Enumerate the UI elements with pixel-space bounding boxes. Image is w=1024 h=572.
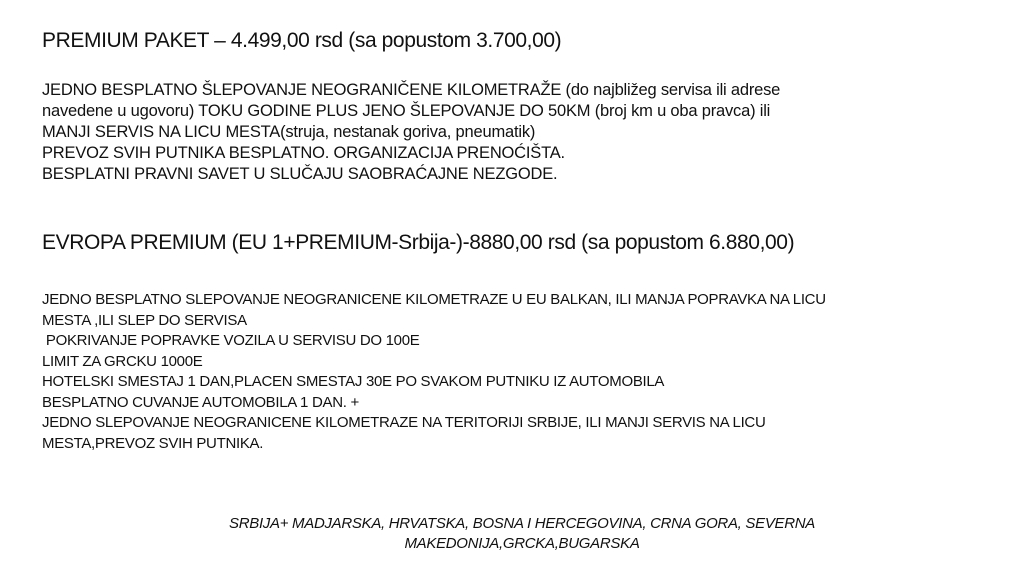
premium-line: BESPLATNI PRAVNI SAVET U SLUČAJU SAOBRAĆAJNE NEZGODE. (42, 165, 558, 183)
evropa-line: BESPLATNO CUVANJE AUTOMOBILA 1 DAN. + (42, 393, 359, 411)
premium-package-description (42, 80, 1002, 185)
evropa-line: MESTA ,ILI SLEP DO SERVISA (42, 311, 247, 329)
evropa-line: HOTELSKI SMESTAJ 1 DAN,PLACEN SMESTAJ 30E PO SVAKOM PUTNIKU IZ AUTOMOBILA (42, 373, 665, 390)
premium-line: MANJI SERVIS NA LICU MESTA(struja, nestanak goriva, pneumatik) (42, 123, 536, 141)
coverage-countries-note (42, 514, 1002, 554)
evropa-line: POKRIVANJE POPRAVKE VOZILA U SERVISU DO 100E (42, 332, 420, 349)
premium-package-heading: PREMIUM PAKET – 4.499,00 rsd (sa popustom 3.700,00) (42, 29, 562, 52)
evropa-line: JEDNO SLEPOVANJE NEOGRANICENE KILOMETRAZE NA TERITORIJI SRBIJE, ILI MANJI SERVIS NA LICU (42, 414, 766, 431)
evropa-line: LIMIT ZA GRCKU 1000E (42, 352, 203, 370)
countries-line: SRBIJA+ MADJARSKA, HRVATSKA, BOSNA I HERCEGOVINA, CRNA GORA, SEVERNA (229, 515, 815, 532)
evropa-premium-heading: EVROPA PREMIUM (EU 1+PREMIUM-Srbija-)-8880,00 rsd (sa popustom 6.880,00) (42, 231, 795, 254)
evropa-premium-description (42, 290, 1017, 454)
evropa-line: MESTA,PREVOZ SVIH PUTNIKA. (42, 434, 264, 452)
premium-line: PREVOZ SVIH PUTNIKA BESPLATNO. ORGANIZACIJA PRENOĆIŠTA. (42, 144, 565, 162)
premium-line: navedene u ugovoru) TOKU GODINE PLUS JENO ŠLEPOVANJE DO 50KM (broj km u oba pravca) ili (42, 102, 771, 120)
evropa-line: JEDNO BESPLATNO SLEPOVANJE NEOGRANICENE KILOMETRAZE U EU BALKAN, ILI MANJA POPRAVKA NA LICU (42, 291, 826, 308)
premium-line: JEDNO BESPLATNO ŠLEPOVANJE NEOGRANIČENE KILOMETRAŽE (do najbližeg servisa ili adrese (42, 81, 781, 99)
countries-line: MAKEDONIJA,GRCKA,BUGARSKA (404, 535, 640, 552)
